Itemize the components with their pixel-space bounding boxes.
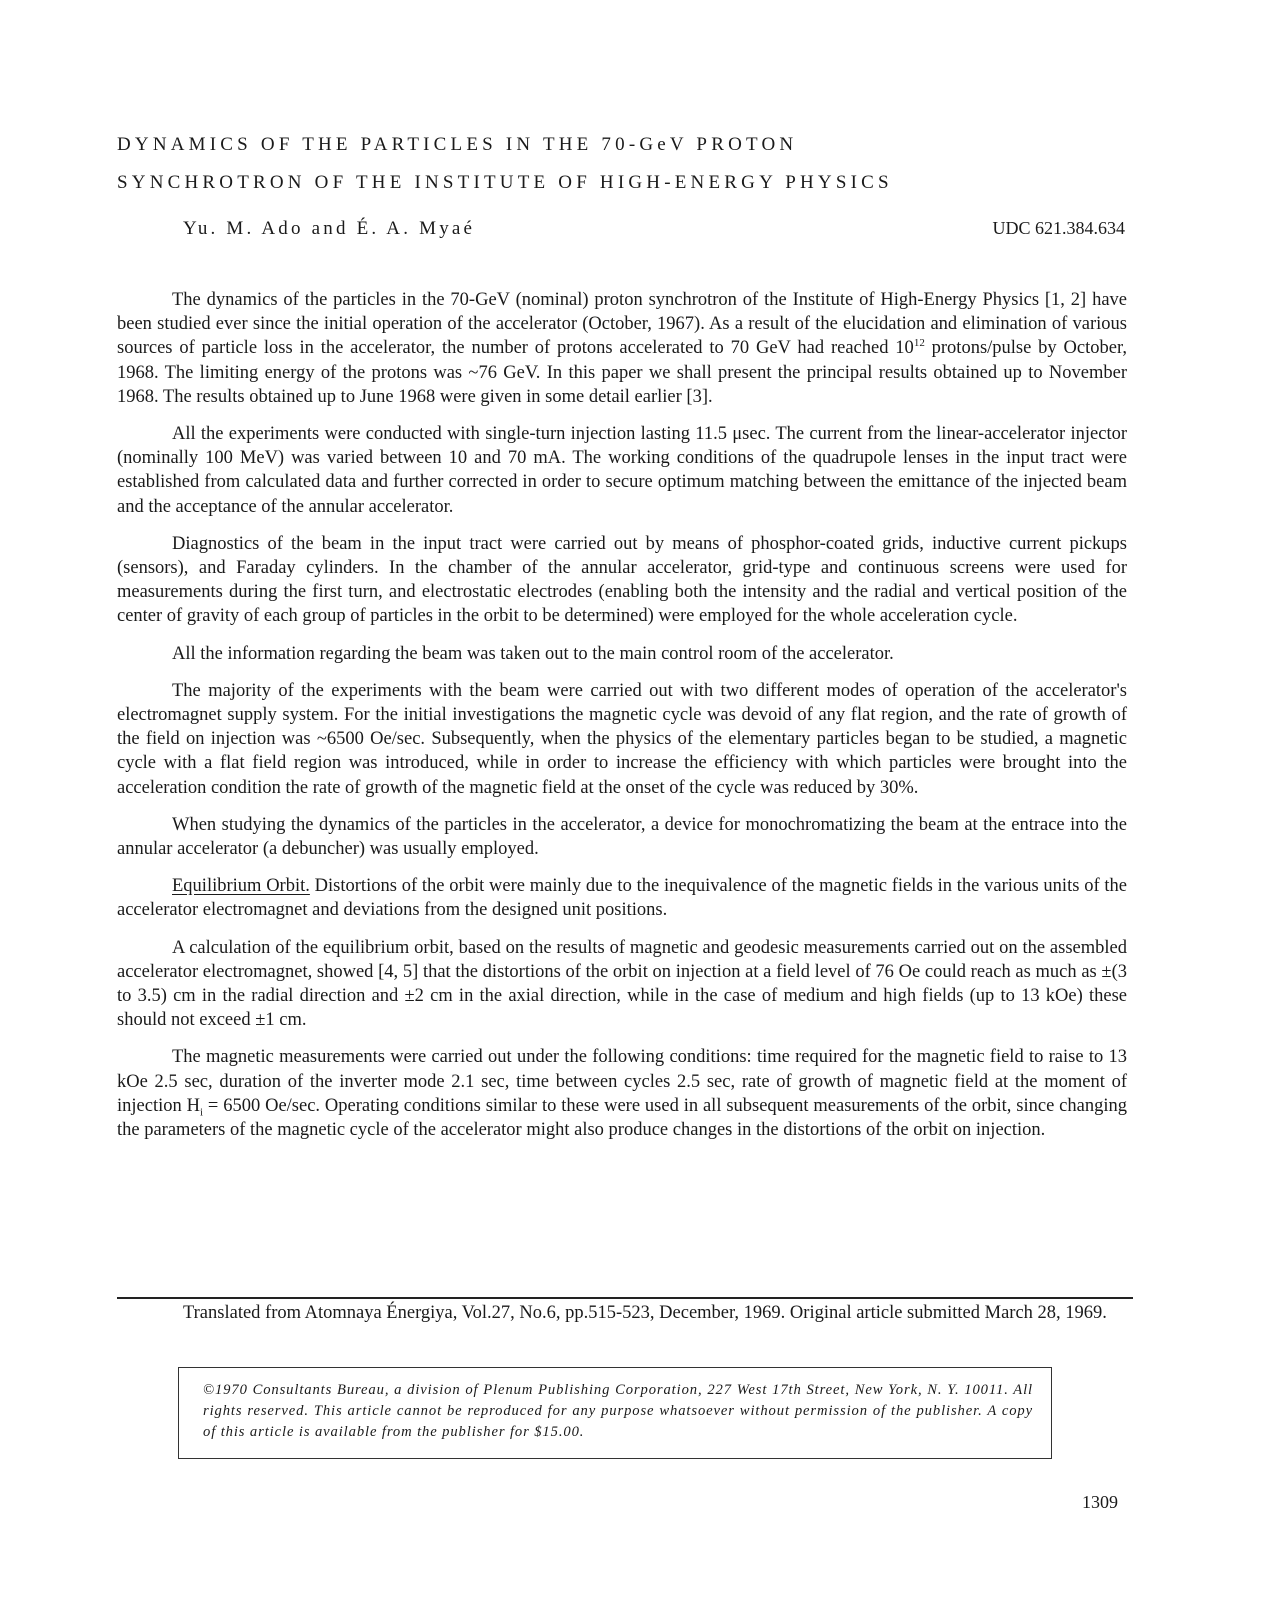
injection-subscript: i	[199, 1106, 204, 1119]
paragraph-9	[117, 1045, 1127, 1142]
article-title-line-1: DYNAMICS OF THE PARTICLES IN THE 70-GeV PROTON	[117, 134, 798, 155]
translation-note: Translated from Atomnaya Énergiya, Vol.27, No.6, pp.515-523, December, 1969. Original article submitted March 28, 1969.	[183, 1303, 1107, 1323]
paragraph-3: Diagnostics of the beam in the input tract were carried out by means of phosphor-coated grids, inductive current pickups (sensors), and Faraday cylinders. In the chamber of the annular accelerator, grid-type and continuous screens were used for measurements during the first turn, and electrostatic electrodes (enabling both the intensity and the radial and vertical position of the center of gravity of each group of particles in the orbit to be determined) were employed for the whole acceleration cycle.	[117, 533, 1127, 627]
paragraph-2: All the experiments were conducted with single-turn injection lasting 11.5 μsec. The current from the linear-accelerator injector (nominally 100 MeV) was varied between 10 and 70 mA. The working conditions of the quadrupole lenses in the input tract were established from calculated data and further corrected in order to secure optimum matching between the emittance of the injected beam and the acceptance of the annular accelerator.	[117, 424, 1127, 517]
copyright-notice-box	[178, 1367, 1052, 1459]
paragraph-1	[117, 288, 1127, 409]
paragraph-7-text: Distortions of the orbit were mainly due to the inequivalence of the magnetic fields in the various units of the accelerator electromagnet and deviations from the designed unit positions.	[117, 876, 1128, 921]
copyright-notice: ©1970 Consultants Bureau, a division of Plenum Publishing Corporation, 227 West 17th Street, New York, N. Y. 10011. All rights reserved. This article cannot be reproduced for any purpose whatsoever without permission of the publisher. A copy of this article is available from the publisher for $15.00.	[203, 1382, 1033, 1440]
article-authors: Yu. M. Ado and É. A. Myaé	[183, 218, 476, 239]
exponent-superscript: 12	[913, 337, 925, 350]
paragraph-5: The majority of the experiments with the beam were carried out with two different modes of operation of the accelerator's electromagnet supply system. For the initial investigations the magnetic cycle was devoid of any flat region, and the rate of growth of the field on injection was ~6500 Oe/sec. Subsequently, when the physics of the elementary particles began to be studied, a magnetic cycle with a flat field region was introduced, while in order to increase the efficiency with which particles were brought into the acceleration condition the rate of growth of the magnetic field at the onset of the cycle was reduced by 30%.	[117, 680, 1127, 798]
paragraph-9-text-b: = 6500 Oe/sec. Operating conditions similar to these were used in all subsequent measurements of the orbit, since changing the parameters of the magnetic cycle of the accelerator might also produce changes in the distortions of the orbit on injection.	[117, 1095, 1127, 1141]
paragraph-1-text-a: The dynamics of the particles in the 70-GeV (nominal) proton synchrotron of the Institute of High-Energy Physics [1, 2] have been studied ever since the initial operation of the accelerator (October, 1967). As a result of the elucidation and elimination of various sources of particle loss in the accelerator, the number of protons accelerated to 70 GeV had reached 10	[117, 290, 1127, 359]
paragraph-4: All the information regarding the beam was taken out to the main control room of the accelerator.	[172, 643, 894, 664]
article-body	[117, 288, 1127, 1142]
section-heading-equilibrium-orbit: Equilibrium Orbit.	[172, 876, 310, 897]
paragraph-8: A calculation of the equilibrium orbit, based on the results of magnetic and geodesic measurements carried out on the assembled accelerator electromagnet, showed [4, 5] that the distortions of the orbit on injection at a field level of 76 Oe could reach as much as ±(3 to 3.5) cm in the radial direction and ±2 cm in the axial direction, while in the case of medium and high fields (up to 13 kOe) these should not exceed ±1 cm.	[117, 937, 1127, 1031]
udc-classification: UDC 621.384.634	[992, 218, 1125, 238]
article-title-line-2: SYNCHROTRON OF THE INSTITUTE OF HIGH-ENERGY PHYSICS	[117, 172, 893, 193]
paragraph-9-text-a: The magnetic measurements were carried out under the following conditions: time required for the magnetic field to raise to 13 kOe 2.5 sec, duration of the inverter mode 2.1 sec, time between cycles 2.5 sec, rate of growth of magnetic field at the moment of injection H	[117, 1047, 1127, 1116]
paragraph-1-text-b: protons/pulse by October, 1968. The limiting energy of the protons was ~76 GeV. In this paper we shall present the principal results obtained up to November 1968. The results obtained up to June 1968 were given in some detail earlier [3].	[117, 338, 1127, 407]
page-number: 1309	[1082, 1492, 1118, 1512]
footnote-divider	[117, 1297, 1133, 1299]
paragraph-6: When studying the dynamics of the particles in the accelerator, a device for monochromatizing the beam at the entrace into the annular accelerator (a debuncher) was usually employed.	[117, 814, 1127, 860]
paragraph-7	[117, 874, 1127, 922]
